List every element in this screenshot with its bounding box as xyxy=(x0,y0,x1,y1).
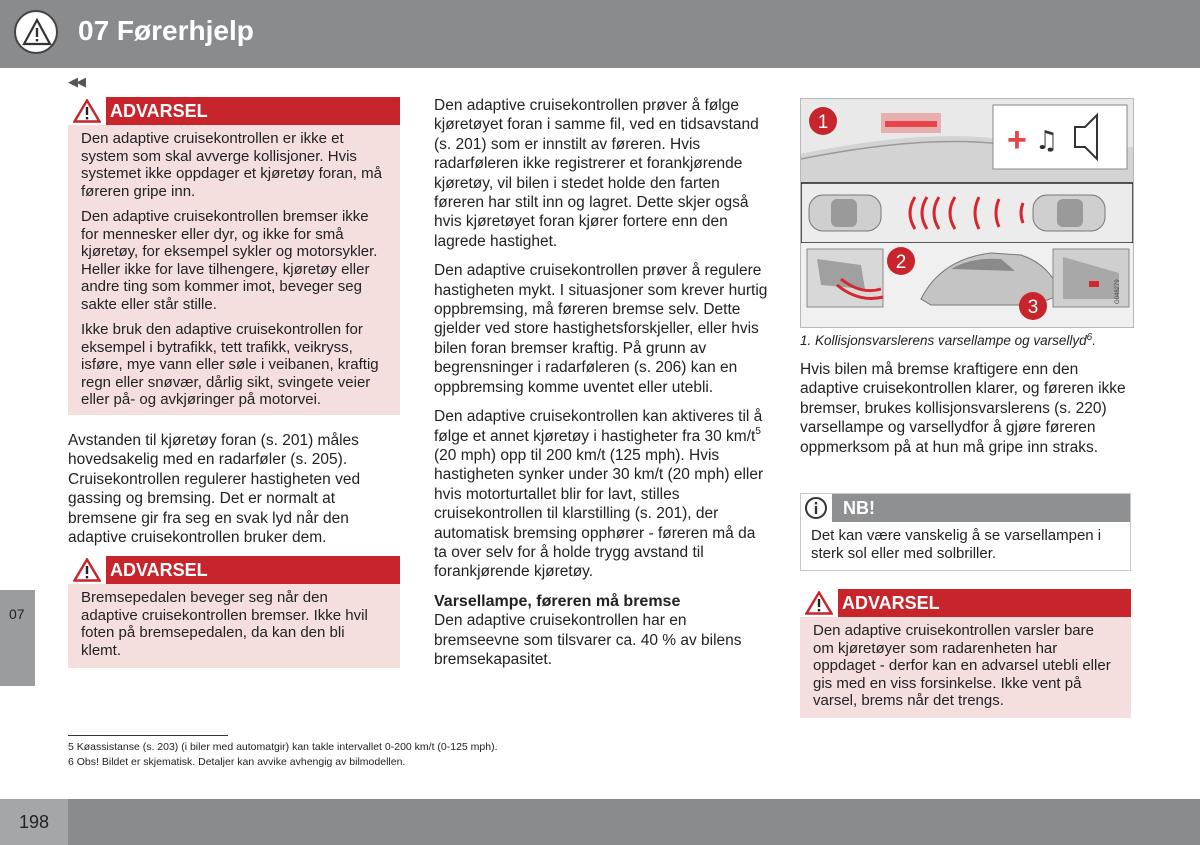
warning-label: ADVARSEL xyxy=(110,101,208,121)
warning-label: ADVARSEL xyxy=(842,593,940,613)
warning-box-1 xyxy=(68,97,400,415)
warning-bar xyxy=(68,556,400,584)
footnote-5 xyxy=(68,741,498,753)
caption-text: 1. Kollisjonsvarslerens varsellampe og varsellyd xyxy=(800,333,1087,348)
illustration-svg xyxy=(801,99,1133,327)
callout-label-1: 1 xyxy=(817,112,829,133)
page-number: 198 xyxy=(0,799,68,845)
warning-paragraph: Den adaptive cruisekontrollen bremser ikke for mennesker eller dyr, og ikke for små kjøretøy, for eksempel sykler og motorsykler. Heller ikke for lave tilhengere, kjøretøy eller andre ting som kommer imot, beveger seg sakte eller står stille. xyxy=(81,208,378,313)
footnote-ref[interactable]: 6 xyxy=(1086,332,1093,343)
chapter-title: 07 Førerhjelp xyxy=(78,15,254,46)
illustration-figure xyxy=(800,98,1134,328)
body-paragraph: Hvis bilen må bremse kraftigere enn den adaptive cruisekontrollen klarer, og føreren ikke bremser, brukes kollisjonsvarslerens (s. 220) varsellampe og varsellydfor å gjøre føreren oppmerksom på at hun må gripe inn straks. xyxy=(800,361,1126,456)
warning-box-3 xyxy=(800,589,1131,718)
footnote-number: 6 xyxy=(68,756,74,768)
note-label: NB! xyxy=(843,498,875,518)
footnote-number: 5 xyxy=(68,741,74,753)
warning-paragraph: Ikke bruk den adaptive cruisekontrollen for eksempel i bytrafikk, tett trafikk, veikryss, isføre, mye vann eller søle i veibanen, kraftig regn eller snøvær, dårlig sikt, svingete veier eller på- og avkjøringer på motorvei. xyxy=(81,321,379,408)
figure-code: G048279 xyxy=(1115,279,1121,304)
footnote-text: Køassistanse (s. 203) (i biler med automatgir) kan takle intervallet 0-200 km/t (0-125 mph). xyxy=(76,741,498,753)
body-paragraph: Den adaptive cruisekontrollen har en bremseevne som tilsvarer ca. 40 % av bilens bremsekapasitet. xyxy=(434,612,742,668)
body-paragraph: Den adaptive cruisekontrollen prøver å regulere hastigheten mykt. I situasjoner som krever hurtig oppbremsing, må føreren bremse selv. Dette gjelder ved store hastighetsforskjeller, eller hvis bilen foran bremser kraftig. På grunn av begrensninger i radarføleren (s. 206) kan en oppbremsing komme uventet eller utebli. xyxy=(434,262,768,396)
page-header xyxy=(0,0,1200,68)
column1-text xyxy=(68,431,400,557)
warning-body xyxy=(68,125,400,417)
chapter-side-tab-label: 07 xyxy=(9,606,25,622)
warning-triangle-icon xyxy=(800,589,838,617)
figure-caption xyxy=(800,333,1096,348)
callout-label-2: 2 xyxy=(895,252,907,273)
footnote-divider xyxy=(68,735,228,736)
warning-triangle-icon xyxy=(68,97,106,125)
info-icon xyxy=(801,494,832,522)
warning-paragraph: Den adaptive cruisekontrollen varsler bare om kjøretøyer som radarenheten har oppdaget - derfor kan en advarsel utebli eller gis med en viss forsinkelse. Ikke vent på varsel, brems når det trengs. xyxy=(813,622,1111,709)
plus-icon: + xyxy=(1007,121,1027,159)
body-paragraph: Avstanden til kjøretøy foran (s. 201) måles hovedsakelig med en radarføler (s. 205). Cruisekontrollen regulerer hastigheten ved gassing og bremsing. Det er normalt at bremsene gir fra seg en svak lyd når den adaptive cruisekontrollen bruker dem. xyxy=(68,432,361,547)
warning-body xyxy=(68,584,400,667)
footnote-6 xyxy=(68,756,405,768)
caption-end: . xyxy=(1092,333,1096,348)
music-note-icon: ♫ xyxy=(1035,126,1059,156)
column2-text xyxy=(434,96,770,679)
note-box xyxy=(800,493,1131,571)
footnote-ref[interactable]: 5 xyxy=(755,425,761,437)
back-nav-link[interactable]: ◀◀ xyxy=(68,74,84,89)
warning-circle-icon xyxy=(14,10,58,54)
note-body: Det kan være vanskelig å se varsellampen i sterk sol eller med solbriller. xyxy=(811,527,1102,562)
text-fragment: Den adaptive cruisekontrollen kan aktiveres til å følge et annet kjøretøy i hastigheter fra 30 km/t xyxy=(434,408,763,445)
warning-paragraph: Den adaptive cruisekontrollen er ikke et system som skal avverge kollisjoner. Hvis systemet ikke oppdager et kjøretøy foran, må føreren gripe inn. xyxy=(81,130,382,200)
body-paragraph xyxy=(434,407,770,582)
callout-label-3: 3 xyxy=(1027,297,1039,318)
warning-body xyxy=(800,617,1131,718)
warning-bar xyxy=(800,589,1131,617)
warning-box-2 xyxy=(68,556,400,668)
chapter-side-tab[interactable] xyxy=(0,590,35,686)
column3-text xyxy=(800,360,1134,467)
section-subheading: Varsellampe, føreren må bremse xyxy=(434,592,681,610)
note-bar xyxy=(801,494,1130,522)
page-footer xyxy=(0,799,1200,845)
warning-triangle-icon xyxy=(68,556,106,584)
body-paragraph: Den adaptive cruisekontrollen prøver å følge kjøretøyet foran i samme fil, ved en tidsavstand (s. 201) som er innstilt av føreren. Hvis radarføleren ikke registrerer et forankjørende kjøretøy, vil bilen i stedet holde den farten føreren har stilt inn og lagret. Dette skjer også hvis kjøretøyet foran kjører fortere enn den lagrede hastighet. xyxy=(434,97,759,250)
warning-bar xyxy=(68,97,400,125)
warning-lamp-icon xyxy=(885,121,937,127)
text-fragment: (20 mph) opp til 200 km/t (125 mph). Hvis hastigheten synker under 30 km/t (20 mph) eller hvis motorturtallet blir for lavt, stilles cruisekontrollen til klarstilling (s. 201), der automatisk bremsing opphører - føreren må da ta over selv for å holde trygg avstand til forankjørende kjøretøy. xyxy=(434,446,764,581)
warning-label: ADVARSEL xyxy=(110,560,208,580)
warning-paragraph: Bremsepedalen beveger seg når den adaptive cruisekontrollen bremser. Ikke hvil foten på bremsepedalen, da kan den bli klemt. xyxy=(81,589,368,659)
footnote-text: Obs! Bildet er skjematisk. Detaljer kan avvike avhengig av bilmodellen. xyxy=(76,756,406,768)
